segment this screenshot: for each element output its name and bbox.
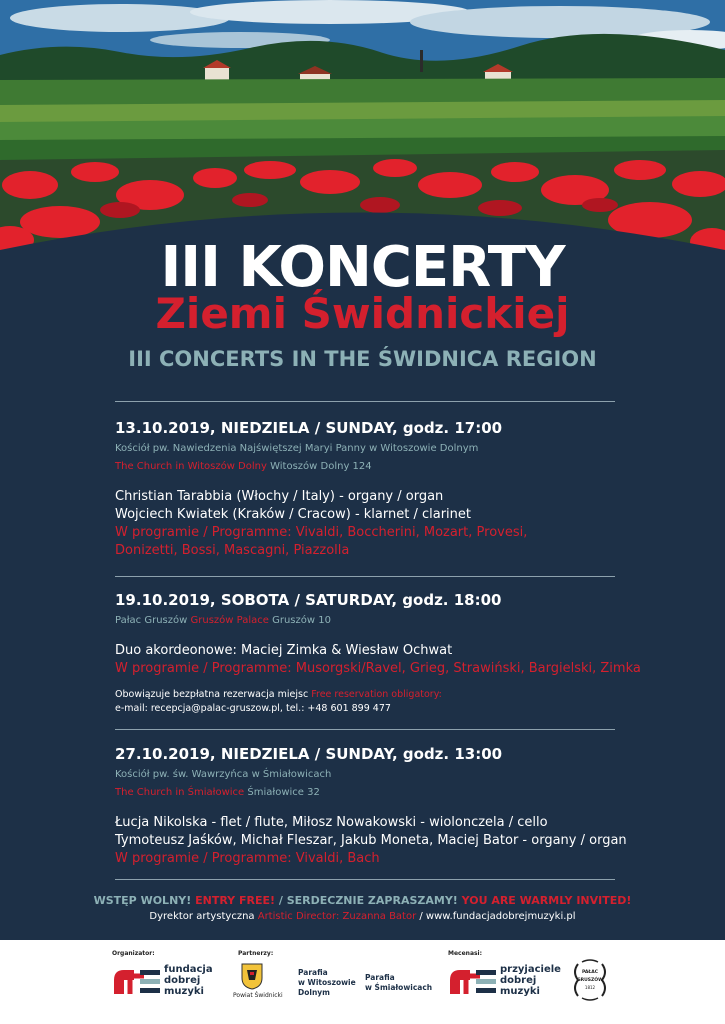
organizer-label: Organizator: — [112, 950, 155, 957]
welcome-pl-1: WSTĘP WOLNY! — [93, 894, 196, 907]
venue-pl: Pałac Gruszów — [115, 615, 188, 626]
event-date: 27.10.2019, NIEDZIELA / SUNDAY, godz. 13:00 — [115, 745, 503, 763]
performer: Tymoteusz Jaśków, Michał Fleszar, Jakub Moneta, Maciej Bator - organy / organ — [115, 833, 627, 848]
page-title: III KONCERTY — [160, 235, 565, 300]
event-venue-en — [115, 784, 675, 802]
programme: W programie / Programme: Musorgski/Ravel, Grieg, Strawiński, Bargielski, Zimka — [115, 661, 641, 676]
venue-pl: Kościół pw. św. Wawrzyńca w Śmiałowicach — [115, 769, 332, 780]
event-venue-en — [115, 458, 675, 476]
patron-logo-line: dobrej — [500, 975, 537, 986]
event-2 — [115, 590, 675, 716]
patron-logo-line: przyjaciele — [500, 964, 561, 975]
palace-logo-line: GRUSZÓW — [576, 978, 604, 983]
partners-strip — [0, 940, 725, 1024]
page-subtitle: Ziemi Świdnickiej — [155, 289, 570, 338]
welcome-en-1: ENTRY FREE! — [195, 894, 276, 907]
welcome-pl-2: / SERDECZNIE ZAPRASZAMY! — [275, 894, 462, 907]
parafia-line: w Śmiałowicach — [365, 983, 433, 992]
director-pl: Dyrektor artystyczna — [149, 911, 258, 922]
patron-logo-icon — [448, 966, 498, 996]
divider — [115, 879, 615, 880]
english-title: III CONCERTS IN THE ŚWIDNICA REGION — [128, 347, 597, 371]
event-3 — [115, 744, 675, 868]
powiat-label: Powiat Świdnicki — [233, 992, 283, 999]
reservation-note — [115, 688, 675, 702]
divider — [115, 576, 615, 577]
event-date: 19.10.2019, SOBOTA / SATURDAY, godz. 18:00 — [115, 591, 502, 609]
patron-label: Mecenasi: — [448, 950, 483, 957]
poppy-field-image — [0, 0, 725, 265]
director-line — [0, 911, 725, 922]
venue-address: Witoszów Dolny 124 — [270, 461, 372, 472]
welcome-line — [0, 894, 725, 907]
event-date: 13.10.2019, NIEDZIELA / SUNDAY, godz. 17:00 — [115, 419, 503, 437]
parafia-line: Parafia — [298, 968, 328, 977]
programme: W programie / Programme: Vivaldi, Boccherini, Mozart, Provesi, — [115, 525, 528, 540]
divider — [115, 729, 615, 730]
landscape-illustration — [0, 0, 725, 265]
venue-address: Gruszów 10 — [272, 615, 331, 626]
performer: Wojciech Kwiatek (Kraków / Cracow) - klarnet / clarinet — [115, 507, 471, 522]
reservation-pl: Obowiązuje bezpłatna rezerwacja miejsc — [115, 689, 309, 700]
palace-gruszow-emblem — [570, 958, 610, 1002]
palace-logo-line: 1812 — [584, 985, 596, 990]
performer: Łucja Nikolska - flet / flute, Miłosz Nowakowski - wiolonczela / cello — [115, 815, 548, 830]
event-1 — [115, 418, 675, 560]
reservation-en: Free reservation obligatory: — [311, 689, 442, 700]
divider — [115, 401, 615, 402]
venue-en: Gruszów Palace — [190, 615, 269, 626]
venue-en: The Church in Śmiałowice — [115, 787, 245, 798]
performer: Christian Tarabbia (Włochy / Italy) - organy / organ — [115, 489, 444, 504]
venue-pl: Kościół pw. Nawiedzenia Najświętszej Maryi Panny w Witoszowie Dolnym — [115, 443, 479, 454]
event-venue — [115, 766, 675, 784]
director-en: Artistic Director: Zuzanna Bator — [257, 911, 417, 922]
welcome-en-2: YOU ARE WARMLY INVITED! — [461, 894, 632, 907]
parafia-line: w Witoszowie — [298, 978, 356, 987]
website-link[interactable]: / www.fundacjadobrejmuzyki.pl — [416, 911, 576, 922]
event-venue — [115, 440, 675, 458]
venue-address: Śmiałowice 32 — [247, 787, 320, 798]
coat-of-arms-icon — [240, 962, 264, 990]
performer: Duo akordeonowe: Maciej Zimka & Wiesław Ochwat — [115, 643, 453, 658]
parafia-smialowice — [365, 973, 432, 993]
programme: W programie / Programme: Vivaldi, Bach — [115, 851, 380, 866]
patron-logo-line: muzyki — [500, 986, 540, 997]
title-block — [0, 235, 725, 372]
organizer-logo-line: muzyki — [164, 986, 204, 997]
parafia-line: Parafia — [365, 973, 395, 982]
parafia-line: Dolnym — [298, 988, 330, 997]
palace-logo-line: PAŁAC — [581, 970, 599, 975]
partners-label: Partnerzy: — [238, 950, 274, 957]
venue-en: The Church in Witoszów Dolny — [115, 461, 267, 472]
parafia-witoszow — [298, 968, 356, 998]
organizer-logo-icon — [112, 966, 162, 996]
organizer-logo-line: dobrej — [164, 975, 201, 986]
contact-info: e-mail: recepcja@palac-gruszow.pl, tel.: +48 601 899 477 — [115, 703, 391, 714]
organizer-logo-line: fundacja — [164, 964, 213, 975]
programme: Donizetti, Bossi, Mascagni, Piazzolla — [115, 543, 350, 558]
event-venue — [115, 612, 675, 630]
